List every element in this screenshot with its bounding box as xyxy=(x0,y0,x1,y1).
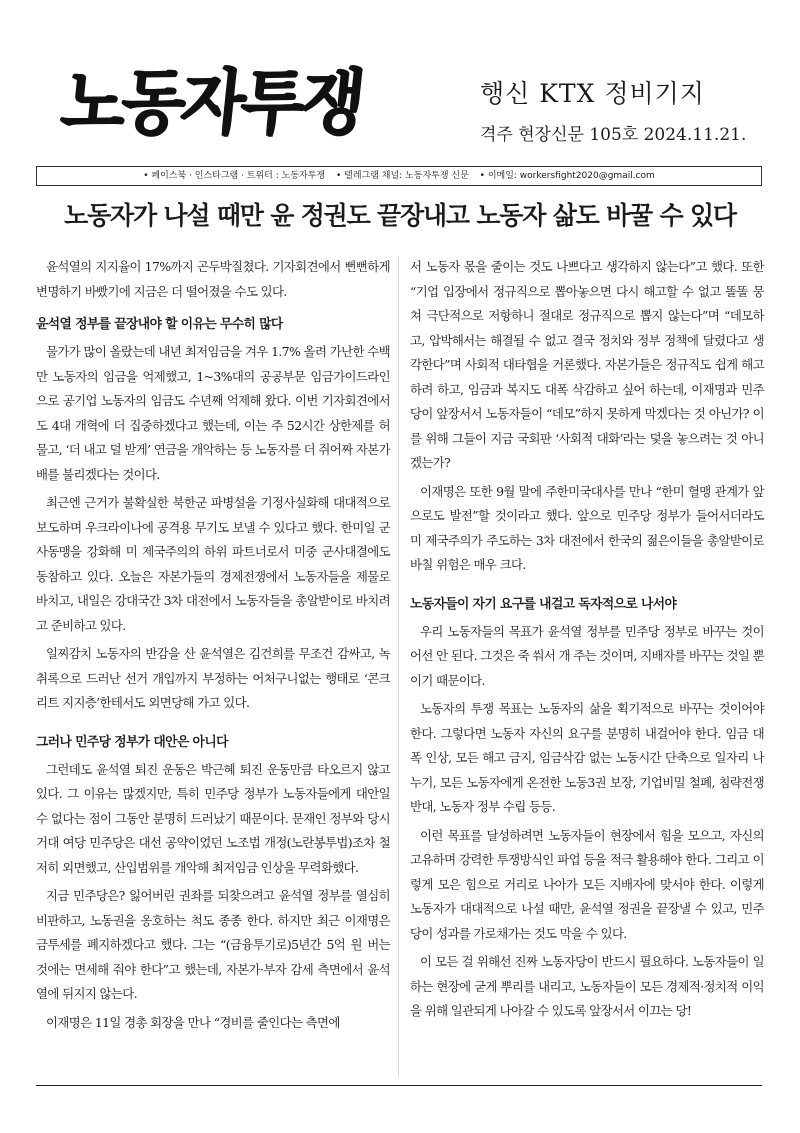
section-heading: 그러나 민주당 정부가 대안은 아니다 xyxy=(36,734,228,750)
section-heading: 윤석열 정부를 끝장내야 할 이유는 무수히 많다 xyxy=(36,317,283,332)
paragraph: 이런 목표를 달성하려면 노동자들이 현장에서 힘을 모으고, 자신의 고유하며 강력한 투쟁방식인 파업 등을 적극 활용해야 한다. 그리고 이렇게 모은 힘으로 거리로 나아가 모든 지배자에 맞서야 한다. 이렇게 노동자가 대대적으로 나설 때만, 윤석열 정권을 끝장낼 수 있고, 민주당이 성과를 가로채가는 것도 막을 수 있다. xyxy=(410,827,764,941)
sns-contact: • 페이스북 · 인스타그램 · 트위터 : 노동자투쟁 xyxy=(143,171,326,181)
contact-bar xyxy=(36,166,762,186)
paragraph: 이재명은 11일 경총 회장을 만나 “경비를 줄인다는 측면에 xyxy=(46,1014,340,1030)
paragraph: 지금 민주당은? 잃어버린 권좌를 되찾으려고 윤석열 정부를 열심히 비판하고, 노동권을 옹호하는 척도 종종 한다. 하지만 최근 이재명은 금투세를 폐지하겠다고 했다. 그는 “(금융투기로)5년간 5억 원 버는 것에는 면세해 줘야 한다”고 했는데, 자본가·부자 감세 측면에서 윤석열에 뒤지지 않는다. xyxy=(36,888,390,1001)
newspaper-logo: 노동자투쟁 xyxy=(57,60,366,145)
paragraph: 서 노동자 몫을 줄이는 것도 나쁘다고 생각하지 않는다”고 했다. 또한 “기업 입장에서 정규직으로 뽑아놓으면 다시 해고할 수 없고 똘똘 뭉쳐 극단적으로 저항하니 절대로 정규직으로 뽑지 않는다”며 “데모하고, 압박해서는 해결될 수 없고 결국 정치와 정부 정책에 달렸다고 생각한다”며 사회적 대타협을 거론했다. 자본가들은 정규직도 쉽게 해고하려 하고, 임금과 복지도 대폭 삭감하고 싶어 하는데, 이재명과 민주당이 앞장서서 노동자들이 “데모”하지 못하게 막겠다는 것 아닌가? 이를 위해 그들이 지금 국회판 ‘사회적 대화’라는 덫을 놓으려는 것 아니겠는가? xyxy=(410,259,764,470)
paragraph: 일찌감치 노동자의 반감을 산 윤석열은 김건희를 무조건 감싸고, 녹취록으로 드러난 선거 개입까지 부정하는 어처구니없는 행태로 ‘콘크리트 지지층’한테서도 외면당해 가고 있다. xyxy=(36,646,390,710)
telegram-contact: • 텔레그램 채널: 노동자투쟁 신문 xyxy=(335,171,469,181)
paragraph: 우리 노동자들의 목표가 윤석열 정부를 민주당 정부로 바꾸는 것이어선 안 된다. 그것은 죽 쒀서 개 주는 것이며, 지배자를 바꾸는 것일 뿐이기 때문이다. xyxy=(410,623,764,688)
paragraph: 이 모든 걸 위해선 진짜 노동자당이 반드시 필요하다. 노동자들이 일하는 현장에 굳게 뿌리를 내리고, 노동자들이 모든 경제적·정치적 이익을 위해 일관되게 나아갈 수 있도록 앞장서서 이끄는 당! xyxy=(410,954,764,1018)
paragraph: 물가가 많이 올랐는데 내년 최저임금을 겨우 1.7% 올려 가난한 수백만 노동자의 임금을 억제했고, 1~3%대의 공공부문 임금가이드라인으로 공기업 노동자의 임금도 수년째 억제해 왔다. 이번 기자회견에서도 4대 개혁에 더 집중하겠다고 했는데, 이는 주 52시간 상한제를 허물고, ‘더 내고 덜 받게’ 연금을 개악하는 등 노동자를 더 쥐어짜 자본가 배를 불리겠다는 것이다. xyxy=(36,344,390,482)
right-column xyxy=(410,255,764,1028)
paragraph: 그런데도 윤석열 퇴진 운동은 박근혜 퇴진 운동만큼 타오르지 않고 있다. 그 이유는 많겠지만, 특히 민주당 정부가 노동자들에게 대안일 수 없다는 점이 그동안 분명히 드러났기 때문이다. 문재인 정부와 당시 거대 여당 민주당은 대선 공약이었던 노조법 개정(노란봉투법)조차 철저히 외면했고, 산입범위를 개악해 최저임금 인상을 무력화했다. xyxy=(36,761,390,875)
left-column xyxy=(36,255,390,1039)
paragraph: 노동자의 투쟁 목표는 노동자의 삶을 획기적으로 바꾸는 것이어야 한다. 그렇다면 노동자 자신의 요구를 분명히 내걸어야 한다. 임금 대폭 인상, 모든 해고 금지, 임금삭감 없는 노동시간 단축으로 일자리 나누기, 모든 노동자에게 온전한 노동3권 보장, 기업비밀 철폐, 침략전쟁 반대, 노동자 정부 수립 등등. xyxy=(410,701,764,814)
workplace-title: 행신 KTX 정비기지 xyxy=(480,79,705,108)
column-divider xyxy=(398,256,399,1076)
email-contact: • 이메일: workersfight2020@gmail.com xyxy=(479,171,655,181)
main-headline: 노동자가 나설 때만 윤 정권도 끝장내고 노동자 삶도 바꿀 수 있다 xyxy=(64,201,736,230)
paragraph: 윤석열의 지지율이 17%까지 곤두박질쳤다. 기자회견에서 뻔뻔하게 변명하기 바빴기에 지금은 더 떨어졌을 수도 있다. xyxy=(36,259,390,299)
masthead xyxy=(57,60,747,162)
bottom-rule xyxy=(36,1085,762,1086)
paragraph: 이재명은 또한 9월 말에 주한미국대사를 만나 “한미 혈맹 관계가 앞으로도 발전”할 것이라고 했다. 앞으로 민주당 정부가 들어서더라도 미 제국주의가 주도하는 3차 대전에서 한국의 젊은이들을 총알받이로 바칠 위험은 매우 크다. xyxy=(410,483,764,572)
issue-info: 격주 현장신문 105호 2024.11.21. xyxy=(480,125,747,145)
paragraph: 최근엔 근거가 불확실한 북한군 파병설을 기정사실화해 대대적으로 보도하며 우크라이나에 공격용 무기도 보낼 수 있다고 했다. 한미일 군사동맹을 강화해 미 제국주의의 하위 파트너로서 미중 군사대결에도 동참하고 있다. 오늘은 자본가들의 경제전쟁에서 노동자들을 제물로 바치고, 내일은 강대국간 3차 대전에서 노동자들을 총알받이로 바치려고 준비하고 있다. xyxy=(36,495,390,633)
section-heading: 노동자들이 자기 요구를 내걸고 독자적으로 나서야 xyxy=(410,596,677,612)
